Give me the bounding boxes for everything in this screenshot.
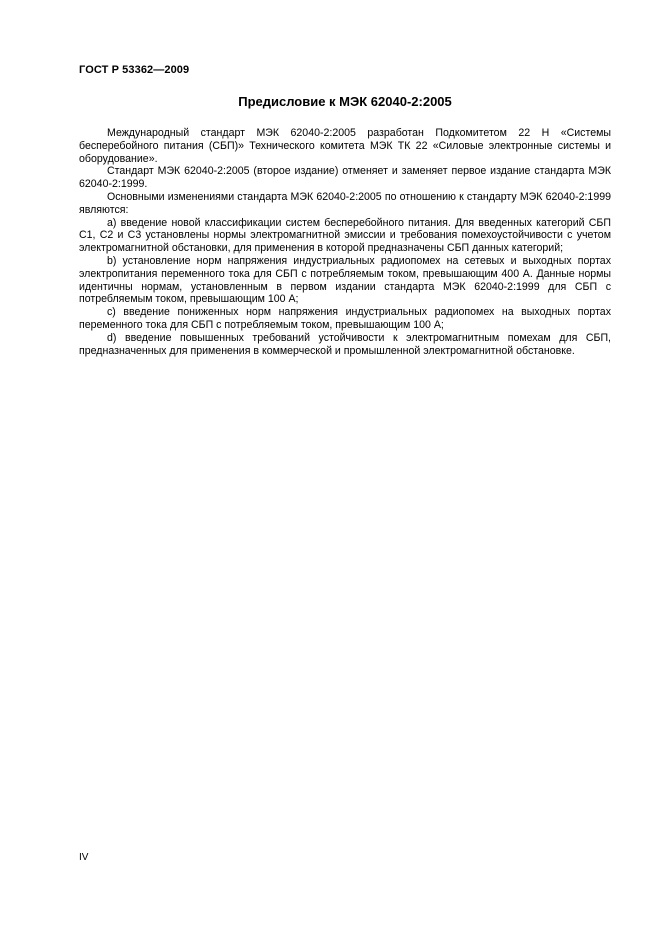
list-item-a: a) введение новой классификации систем бесперебойного питания. Для введенных категорий СБП С1, С2 и С3 установлены нормы электромагнитной эмиссии и требования помехоустойчивости с учетом электромагнитной обстановки, для применения в которой предназначены СБП данных категорий; [79, 216, 611, 255]
list-item-d: d) введение повышенных требований устойчивости к электромагнитным помехам для СБП, предназначенных для применения в коммерческой и промышленной электромагнитной обстановке. [79, 331, 611, 357]
section-title: Предисловие к МЭК 62040-2:2005 [238, 94, 452, 109]
list-item-b: b) установление норм напряжения индустриальных радиопомех на сетевых и выходных портах электропитания переменного тока для СБП с потребляемым током, превышающим 400 А. Данные нормы идентичны нормам, установленным в первом издании стандарта МЭК 62040-2:1999 для СБП с потребляемым током, превышающим 100 А; [79, 254, 611, 306]
paragraph-changes-intro: Основными изменениями стандарта МЭК 62040-2:2005 по отношению к стандарту МЭК 62040-2:1999 являются: [79, 190, 611, 216]
document-code: ГОСТ Р 53362—2009 [79, 64, 190, 76]
page-number: IV [79, 852, 89, 863]
paragraph-replacement: Стандарт МЭК 62040-2:2005 (второе издание) отменяет и заменяет первое издание стандарта МЭК 62040-2:1999. [79, 165, 611, 191]
list-item-c: c) введение пониженных норм напряжения индустриальных радиопомех на выходных портах переменного тока для СБП с потребляемым током, превышающим 100 А; [79, 306, 611, 331]
paragraph-intro: Международный стандарт МЭК 62040-2:2005 разработан Подкомитетом 22 Н «Системы бесперебойного питания (СБП)» Технического комитета МЭК ТК 22 «Силовые электронные системы и оборудование». [79, 127, 611, 165]
preface-body [79, 127, 611, 357]
